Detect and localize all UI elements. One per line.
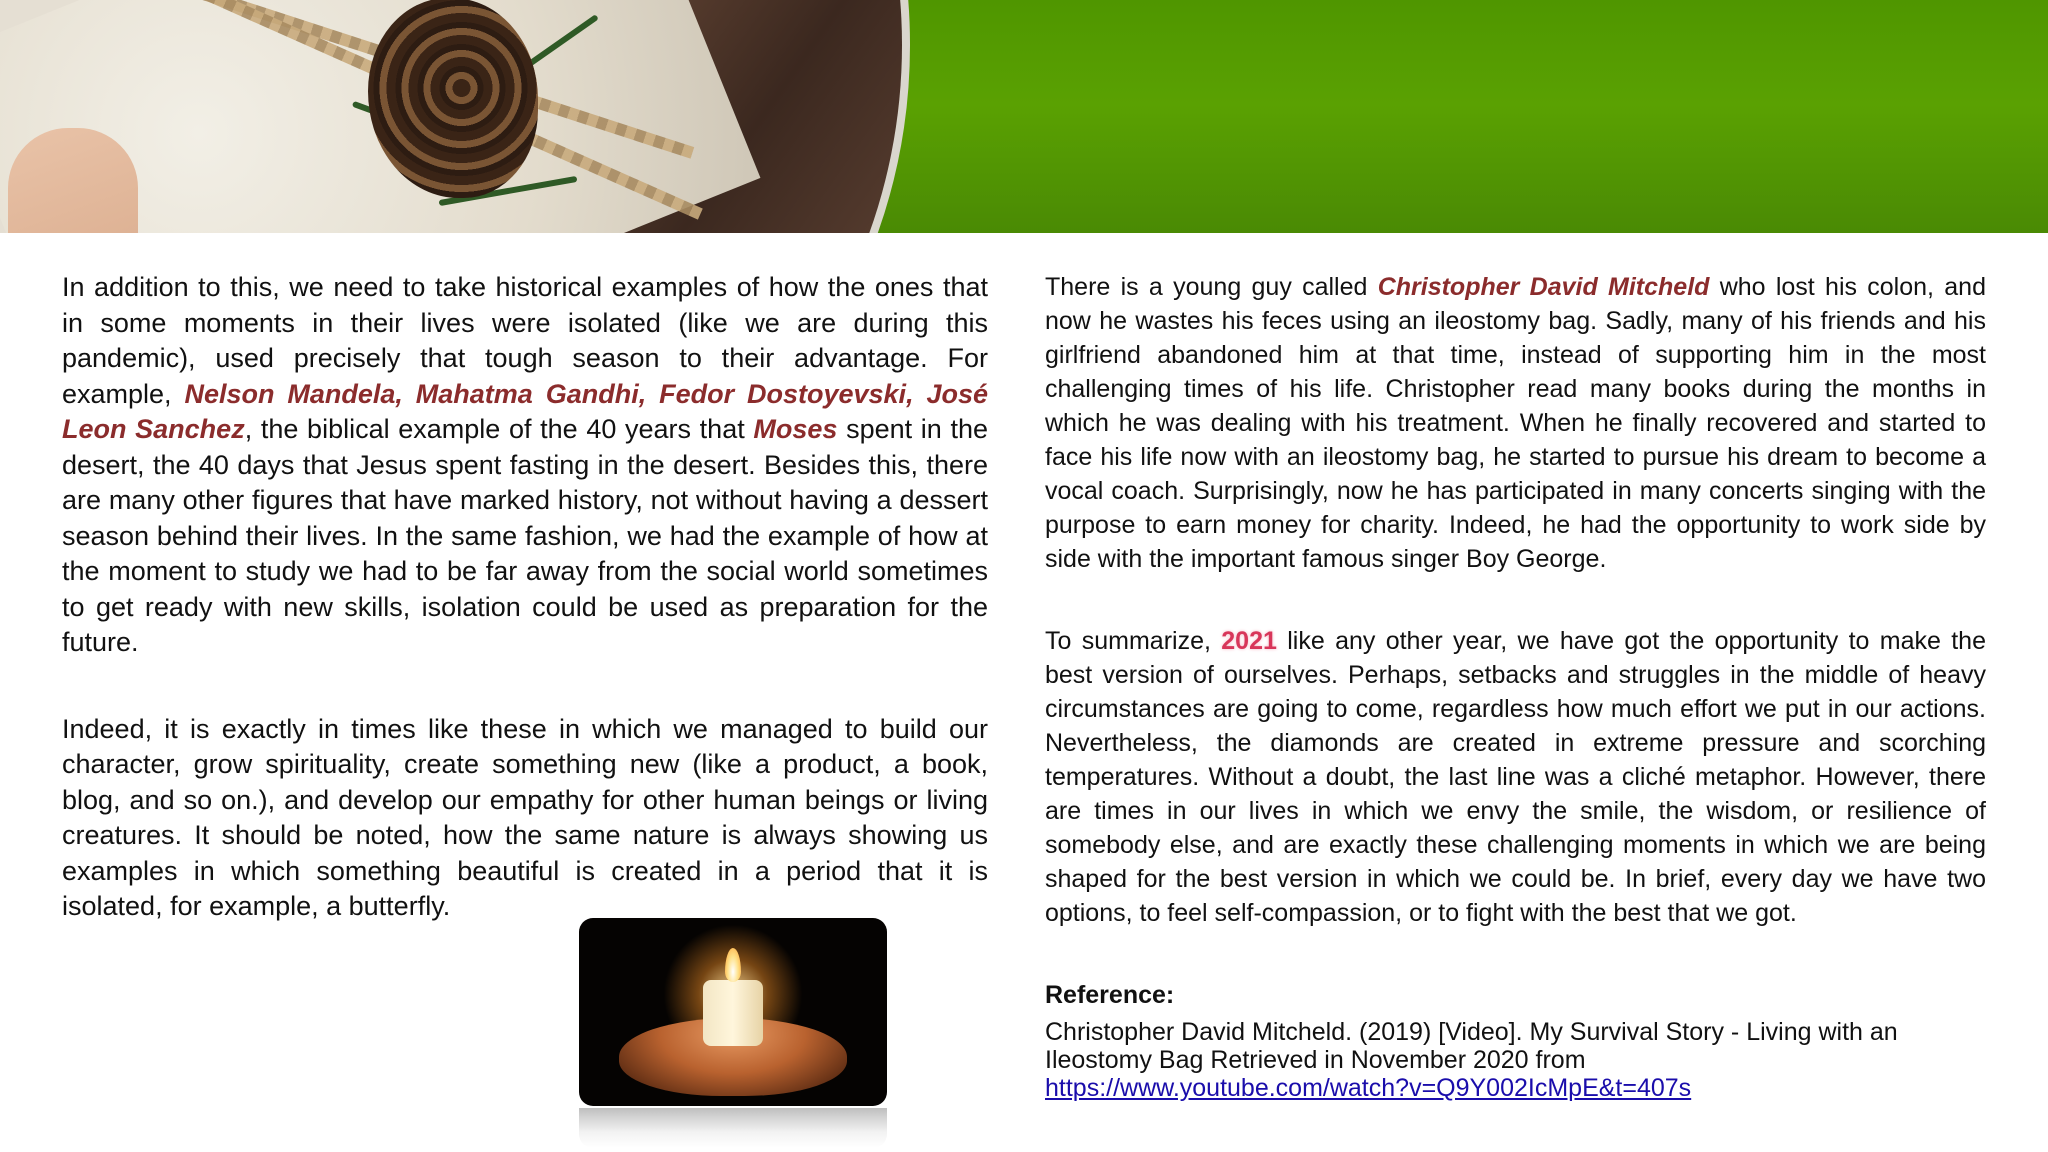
left-paragraph-2: Indeed, it is exactly in times like these in which we managed to build our character, grow spirituality, create something new (like a product, a book, blog, and so on.), and develop our empathy for other human beings or living creatures. It should be noted, how the same nature is always showing us examples in which something beautiful is created in a period that it is isolated, for example, a butterfly.: [62, 713, 988, 921]
pinecone-gift-photo: [0, 0, 910, 233]
paragraph-text: To summarize,: [1045, 627, 1222, 655]
paragraph-text: In addition to this, we need to take historical examples of how the ones that in some moments in their lives were isolated (like we are during this pandemic), used precisely that tough season to their advantage. For example,: [62, 272, 988, 409]
paragraph-text: There is a young guy called: [1045, 273, 1378, 301]
reference-citation: [1045, 1018, 1986, 1102]
reference-link[interactable]: https://www.youtube.com/watch?v=Q9Y002IcMpE&t=407s: [1045, 1074, 1692, 1102]
highlighted-year: 2021: [1221, 627, 1277, 655]
paragraph-text: who lost his colon, and now he wastes his feces using an ileostomy bag. Sadly, many of his friends and his girlfriend abandoned him at that time, instead of supporting him in the most challenging times of his life. Christopher read many books during the months in which he was dealing with his treatment. When he finally recovered and started to face his life now with an ileostomy bag, he started to pursue his dream to become a vocal coach. Surprisingly, now he has participated in many concerts singing with the purpose to earn money for charity. Indeed, he had the opportunity to work side by side with the important famous singer Boy George.: [1045, 273, 1986, 573]
highlighted-name: Christopher David Mitcheld: [1377, 273, 1710, 301]
right-paragraph-2: [1045, 624, 1986, 930]
paragraph-text: spent in the desert, the 40 days that Jesus spent fasting in the desert. Besides this, there are many other figures that have marked history, not without having a dessert season behind their lives. In the same fashion, we had the example of how at the moment to study we had to be far away from the social world sometimes to get ready with new skills, isolation could be used as preparation for the future.: [62, 414, 988, 657]
citation-line: Ileostomy Bag Retrieved in November 2020 from: [1045, 1046, 1586, 1074]
paragraph-text: , the biblical example of the 40 years that: [244, 414, 754, 444]
header-banner: [0, 0, 2048, 233]
highlighted-names: Nelson Mandela, Mahatma Gandhi, Fedor Dostoyevski, José Leon Sanchez: [62, 378, 988, 444]
highlighted-name-moses: Moses: [753, 414, 838, 444]
left-column: [62, 270, 988, 925]
right-column: [1045, 270, 1986, 1102]
reference-heading: Reference:: [1045, 981, 1175, 1009]
left-paragraph-1: [62, 270, 988, 661]
right-paragraph-1: [1045, 270, 1986, 576]
candle-in-hands-photo: [579, 918, 887, 1106]
paragraph-text: like any other year, we have got the opportunity to make the best version of ourselves. Perhaps, setbacks and struggles in the middle of heavy circumstances are going to come, regardless how much effort we put in our actions. Nevertheless, the diamonds are created in extreme pressure and scorching temperatures. Without a doubt, the last line was a cliché metaphor. However, there are times in our lives in which we envy the smile, the wisdom, or resilience of somebody else, and are exactly these challenging moments in which we are being shaped for the best version in which we could be. In brief, every day we have two options, to feel self-compassion, or to fight with the best that we got.: [1045, 627, 1986, 927]
citation-line: Christopher David Mitcheld. (2019) [Video]. My Survival Story - Living with an: [1045, 1018, 1898, 1046]
image-reflection: [579, 1108, 887, 1148]
